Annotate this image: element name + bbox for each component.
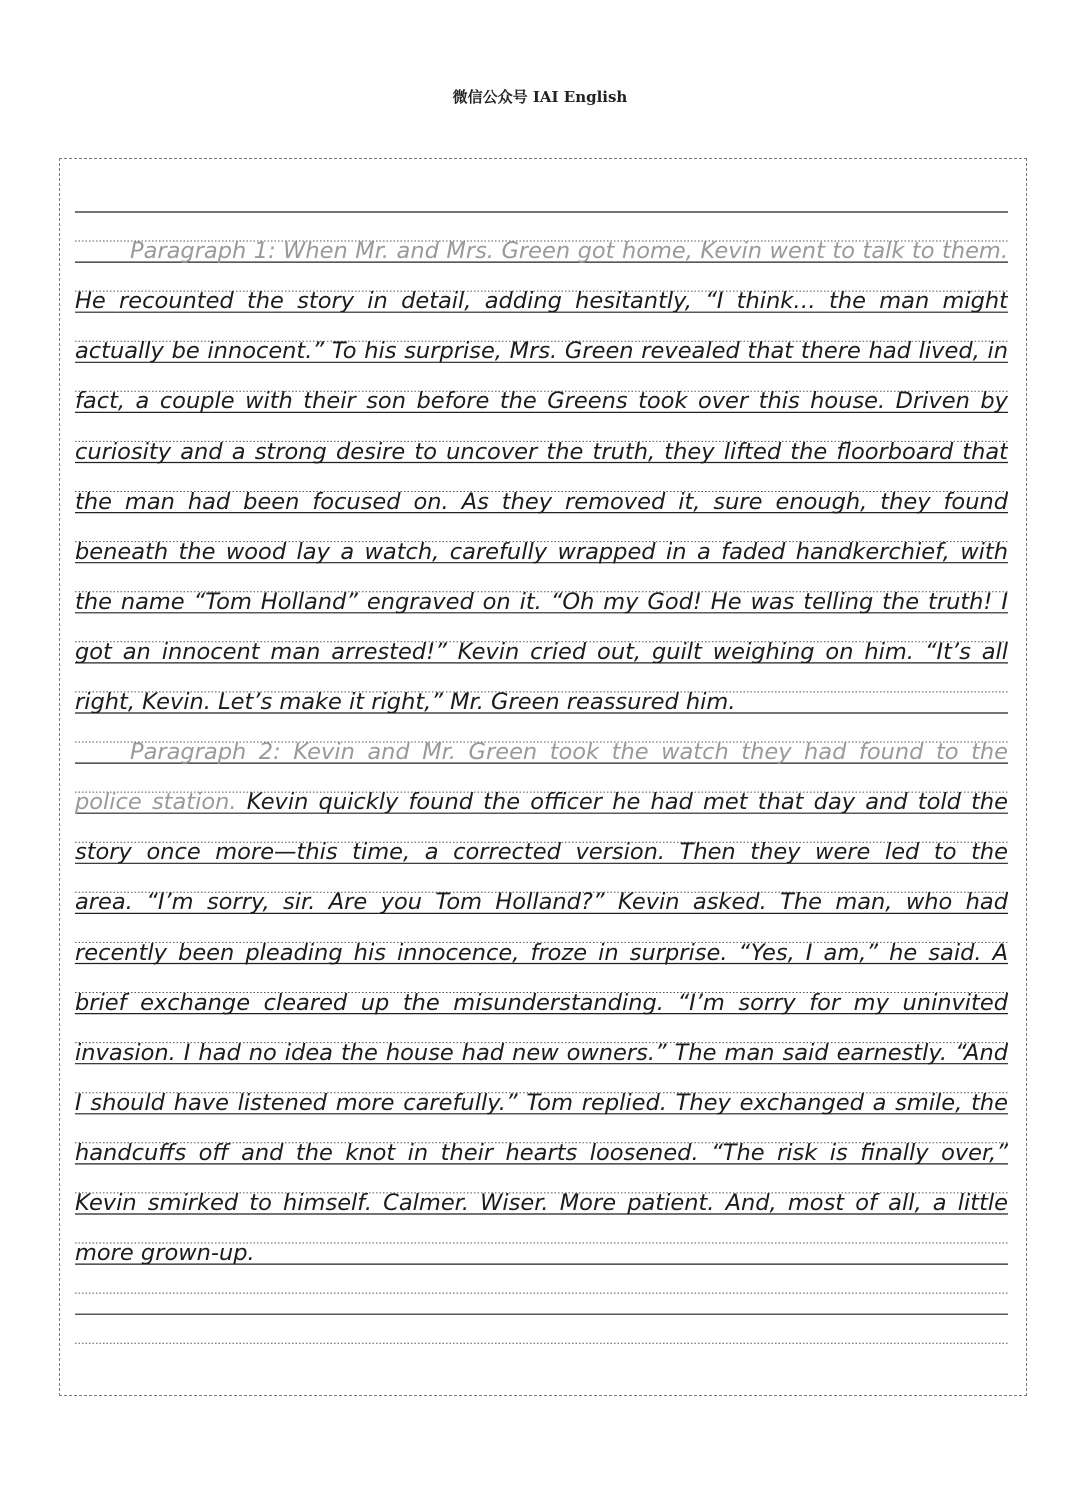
paragraph2-line: [75, 884, 1008, 920]
essay-text: fact, a couple with their son before the Greens took over this house. Driven by: [75, 388, 1008, 415]
paragraph-prompt: Paragraph 2: Kevin and Mr. Green took the watch they had found to the: [130, 739, 1008, 766]
essay-text: story once more—this time, a corrected version. Then they were led to the: [75, 839, 1008, 866]
essay-text: the man had been focused on. As they removed it, sure enough, they found: [75, 488, 1008, 515]
paragraph2-line: [75, 834, 1008, 870]
paragraph1-line: [75, 333, 1008, 369]
paragraph2-line: [75, 1035, 1008, 1071]
essay-text: got an innocent man arrested!” Kevin cried out, guilt weighing on him. “It’s all: [75, 638, 1008, 665]
paragraph1-line: [75, 233, 1008, 269]
paragraph2-line: [75, 784, 1008, 820]
paragraph2-line: [75, 1235, 1008, 1271]
paragraph2-line: [75, 734, 1008, 770]
essay-text: I should have listened more carefully.” Tom replied. They exchanged a smile, the: [75, 1089, 1008, 1116]
essay-text: recently been pleading his innocence, froze in surprise. “Yes, I am,” he said. A: [75, 939, 1008, 966]
paragraph1-line: [75, 383, 1008, 419]
paragraph2-line: [75, 1085, 1008, 1121]
paragraph2-line: [75, 935, 1008, 971]
paragraph1-line: [75, 584, 1008, 620]
paragraph1-line: [75, 634, 1008, 670]
essay-text: the name “Tom Holland” engraved on it. “Oh my God! He was telling the truth! I: [75, 588, 1008, 615]
essay-text: He recounted the story in detail, adding hesitantly, “I think… the man might: [75, 288, 1008, 315]
essay-text: brief exchange cleared up the misunderstanding. “I’m sorry for my uninvited: [75, 989, 1008, 1016]
essay-text: Kevin quickly found the officer he had met that day and told the: [236, 789, 1008, 816]
essay-text: Kevin smirked to himself. Calmer. Wiser. More patient. And, most of all, a little: [75, 1190, 1008, 1216]
paragraph2-line: [75, 1135, 1008, 1171]
paragraph-prompt: police station.: [75, 789, 237, 816]
page-header: 微信公众号 IAI English: [452, 88, 628, 106]
paragraph2-line: [75, 985, 1008, 1021]
essay-text: curiosity and a strong desire to uncover the truth, they lifted the floorboard that: [75, 438, 1008, 465]
essay-text: more grown-up.: [75, 1240, 255, 1267]
paragraph-prompt: Paragraph 1: When Mr. and Mrs. Green got home, Kevin went to talk to them.: [130, 238, 1008, 265]
paragraph1-line: [75, 684, 1008, 720]
paragraph1-line: [75, 283, 1008, 319]
essay-text: handcuffs off and the knot in their hearts loosened. “The risk is finally over,”: [75, 1139, 1008, 1166]
essay-text: right, Kevin. Let’s make it right,” Mr. Green reassured him.: [75, 689, 736, 715]
essay-text: area. “I’m sorry, sir. Are you Tom Holland?” Kevin asked. The man, who had: [75, 889, 1008, 916]
paragraph2-line: [75, 1185, 1008, 1221]
essay-text: beneath the wood lay a watch, carefully wrapped in a faded handkerchief, with: [75, 538, 1008, 565]
paragraph1-line: [75, 484, 1008, 520]
paragraph1-line: [75, 534, 1008, 570]
essay-text: actually be innocent.” To his surprise, Mrs. Green revealed that there had lived, in: [75, 338, 1008, 365]
essay-text: invasion. I had no idea the house had new owners.” The man said earnestly. “And: [75, 1039, 1008, 1066]
paragraph1-line: [75, 434, 1008, 470]
